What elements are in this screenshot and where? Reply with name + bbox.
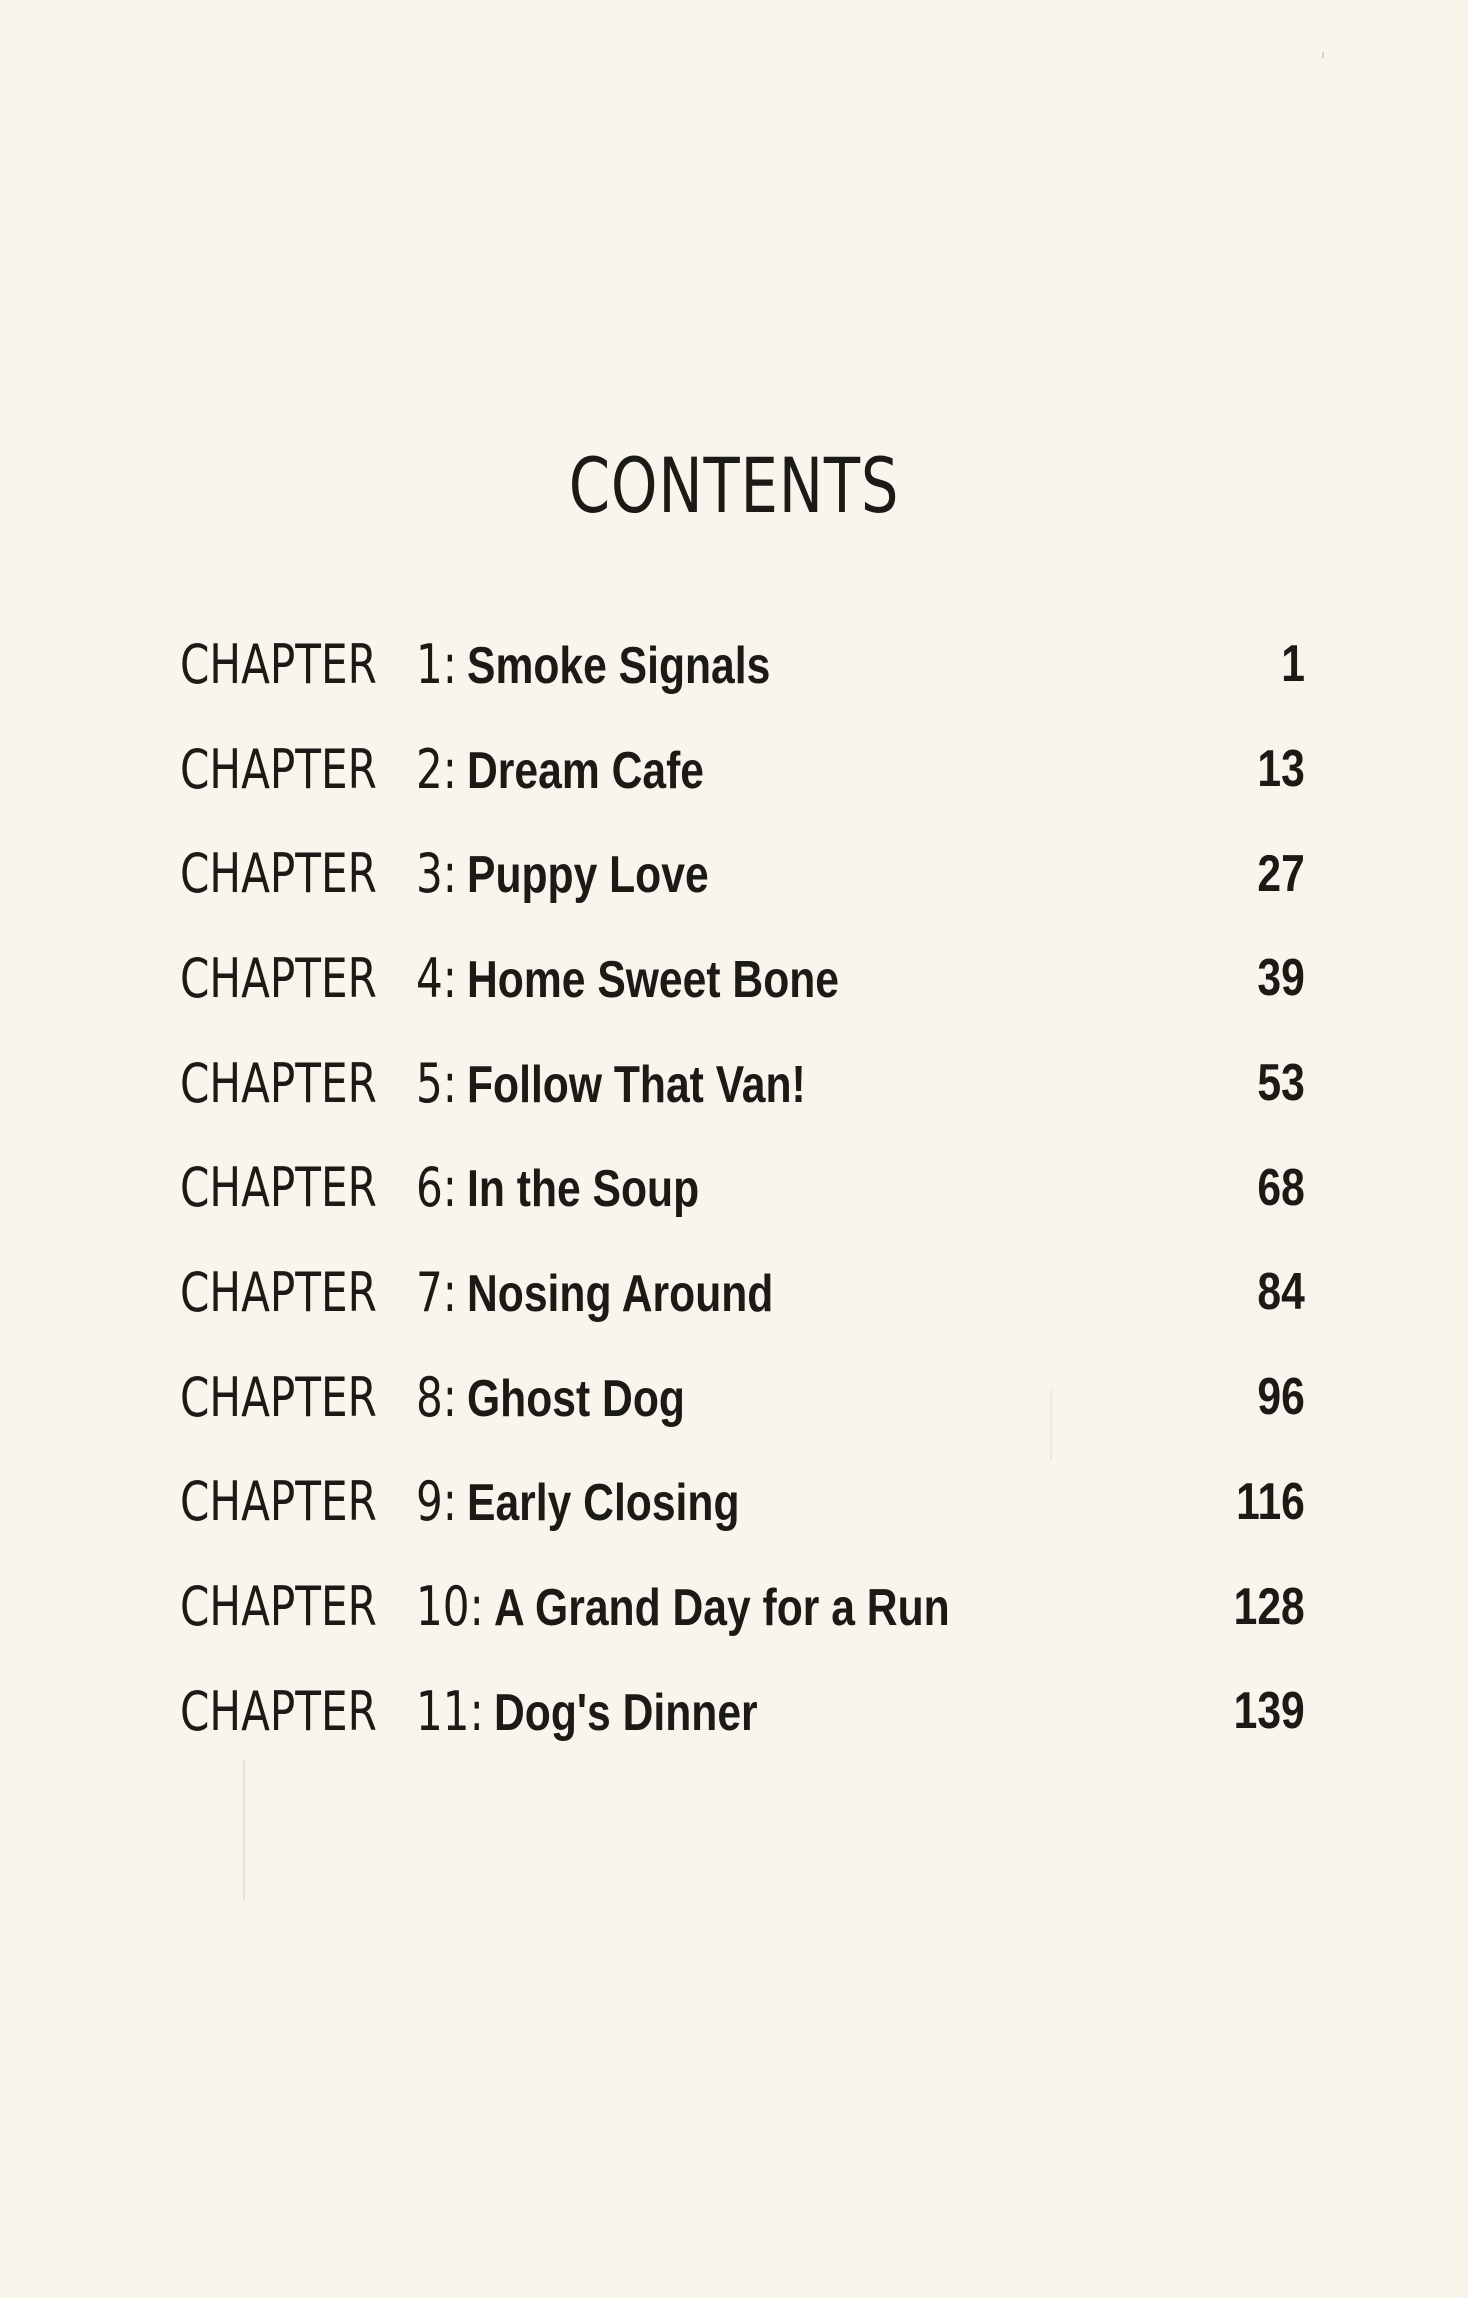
page-number: 139 (1233, 1682, 1305, 1741)
chapter-label: CHAPTER (180, 737, 377, 801)
chapter-label-wrap (180, 633, 416, 696)
toc-entry[interactable] (180, 1450, 1305, 1555)
chapter-label-wrap (180, 1575, 416, 1638)
chapter-label: CHAPTER (180, 1051, 377, 1115)
chapter-title: In the Soup (466, 1160, 700, 1219)
chapter-number: 1: (416, 632, 457, 696)
chapter-label: CHAPTER (180, 1156, 377, 1220)
toc-entry[interactable] (180, 717, 1305, 822)
toc-entry-left (180, 947, 921, 1010)
chapter-title: Dog's Dinner (493, 1683, 758, 1742)
chapter-number: 3: (416, 842, 457, 906)
contents-heading: CONTENTS (568, 440, 900, 530)
page-number: 96 (1257, 1368, 1305, 1427)
chapter-label: CHAPTER (180, 946, 377, 1010)
toc-entry[interactable] (180, 926, 1305, 1031)
page-number: 27 (1257, 844, 1305, 903)
chapter-title: A Grand Day for a Run (493, 1579, 950, 1638)
chapter-number: 6: (416, 1156, 457, 1220)
chapter-number: 10: (416, 1575, 484, 1639)
toc-entry[interactable] (180, 1135, 1305, 1240)
chapter-label-wrap (180, 1156, 416, 1219)
chapter-label-wrap (180, 1366, 416, 1429)
chapter-number: 11: (416, 1679, 484, 1743)
toc-entry[interactable] (180, 612, 1305, 717)
toc-entry[interactable] (180, 1031, 1305, 1136)
chapter-label-wrap (180, 1470, 416, 1533)
toc-entry-left (180, 1261, 840, 1324)
chapter-label-wrap (180, 947, 416, 1010)
chapter-number: 2: (416, 737, 457, 801)
page-number: 39 (1257, 949, 1305, 1008)
chapter-label: CHAPTER (180, 1365, 377, 1429)
chapter-label: CHAPTER (180, 1260, 377, 1324)
toc-entry-left (180, 1052, 880, 1115)
page-number: 84 (1257, 1263, 1305, 1322)
toc-entry-left (180, 842, 762, 905)
page-number: 1 (1281, 635, 1305, 694)
chapter-title: Dream Cafe (466, 741, 704, 800)
chapter-title: Follow That Van! (466, 1055, 806, 1114)
chapter-title: Early Closing (466, 1474, 740, 1533)
chapter-label-wrap (180, 842, 416, 905)
chapter-label: CHAPTER (180, 1679, 377, 1743)
toc-entry[interactable] (180, 1659, 1305, 1764)
chapter-label: CHAPTER (180, 842, 377, 906)
page-number: 53 (1257, 1054, 1305, 1113)
paper-mark (243, 1760, 245, 1900)
chapter-label: CHAPTER (180, 632, 377, 696)
toc-entry[interactable] (180, 821, 1305, 926)
chapter-number: 8: (416, 1365, 457, 1429)
chapter-number: 7: (416, 1260, 457, 1324)
toc-entry-left (180, 1366, 733, 1429)
chapter-label: CHAPTER (180, 1575, 377, 1639)
page-number: 128 (1233, 1577, 1305, 1636)
chapter-title: Puppy Love (466, 846, 709, 905)
page-number: 68 (1257, 1158, 1305, 1217)
chapter-label-wrap (180, 1052, 416, 1115)
chapter-title: Nosing Around (466, 1264, 774, 1323)
toc-entry-left (180, 1575, 1049, 1638)
toc-entry-left (180, 1156, 750, 1219)
toc-entry-left (180, 738, 756, 801)
toc-entry-left (180, 633, 837, 696)
page-number: 116 (1236, 1472, 1305, 1531)
chapter-title: Smoke Signals (466, 636, 771, 695)
toc-entry[interactable] (180, 1554, 1305, 1659)
chapter-label-wrap (180, 738, 416, 801)
chapter-number: 4: (416, 946, 457, 1010)
chapter-title: Home Sweet Bone (466, 950, 839, 1009)
table-of-contents (180, 612, 1305, 1764)
chapter-label-wrap (180, 1261, 416, 1324)
chapter-number: 5: (416, 1051, 457, 1115)
toc-entry[interactable] (180, 1240, 1305, 1345)
chapter-label-wrap (180, 1680, 416, 1743)
toc-entry-left (180, 1680, 815, 1743)
paper-mark (1322, 52, 1324, 58)
chapter-title: Ghost Dog (466, 1369, 685, 1428)
chapter-number: 9: (416, 1470, 457, 1534)
page-number: 13 (1257, 740, 1305, 799)
toc-entry-left (180, 1470, 799, 1533)
toc-entry[interactable] (180, 1345, 1305, 1450)
chapter-label: CHAPTER (180, 1470, 377, 1534)
